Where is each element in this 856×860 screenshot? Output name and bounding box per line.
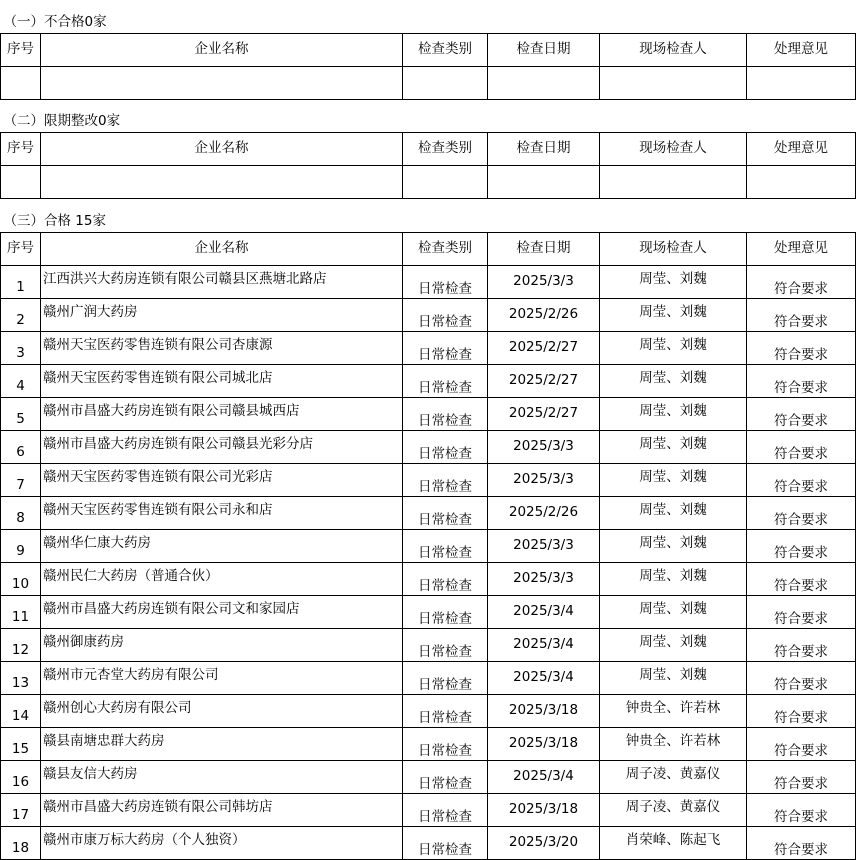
row-serial: 3 bbox=[1, 331, 41, 364]
row-inspector: 周莹、刘魏 bbox=[600, 331, 747, 364]
header-serial: 序号 bbox=[1, 132, 41, 165]
empty-cell bbox=[747, 165, 856, 198]
table-row bbox=[1, 793, 856, 826]
row-serial: 13 bbox=[1, 661, 41, 694]
row-company-name: 赣州市昌盛大药房连锁有限公司文和家园店 bbox=[41, 595, 403, 628]
row-inspector: 钟贵全、许若林 bbox=[600, 694, 747, 727]
row-inspection-date: 2025/2/27 bbox=[488, 364, 600, 397]
row-opinion: 符合要求 bbox=[747, 529, 856, 562]
row-inspector: 周子凌、黄嘉仪 bbox=[600, 760, 747, 793]
row-opinion: 符合要求 bbox=[747, 826, 856, 859]
row-inspection-type: 日常检查 bbox=[403, 265, 488, 298]
table-row bbox=[1, 529, 856, 562]
row-company-name: 赣州市昌盛大药房连锁有限公司赣县城西店 bbox=[41, 397, 403, 430]
row-inspection-date: 2025/3/3 bbox=[488, 463, 600, 496]
section-title: （二）限期整改0家 bbox=[1, 99, 856, 132]
row-company-name: 赣州御康药房 bbox=[41, 628, 403, 661]
row-serial: 17 bbox=[1, 793, 41, 826]
row-inspection-date: 2025/3/4 bbox=[488, 628, 600, 661]
row-company-name: 赣州天宝医药零售连锁有限公司永和店 bbox=[41, 496, 403, 529]
header-inspection-type: 检查类别 bbox=[403, 232, 488, 265]
empty-cell bbox=[488, 66, 600, 99]
empty-row bbox=[1, 66, 856, 99]
empty-cell bbox=[403, 165, 488, 198]
row-inspection-type: 日常检查 bbox=[403, 628, 488, 661]
row-opinion: 符合要求 bbox=[747, 760, 856, 793]
row-inspection-date: 2025/3/3 bbox=[488, 562, 600, 595]
row-inspection-type: 日常检查 bbox=[403, 397, 488, 430]
row-inspector: 周莹、刘魏 bbox=[600, 628, 747, 661]
table-header-row bbox=[1, 232, 856, 265]
row-inspection-date: 2025/3/20 bbox=[488, 826, 600, 859]
row-company-name: 赣州市昌盛大药房连锁有限公司赣县光彩分店 bbox=[41, 430, 403, 463]
row-inspection-date: 2025/3/18 bbox=[488, 727, 600, 760]
row-opinion: 符合要求 bbox=[747, 298, 856, 331]
empty-cell bbox=[600, 66, 747, 99]
row-inspector: 周莹、刘魏 bbox=[600, 562, 747, 595]
table-row bbox=[1, 265, 856, 298]
row-serial: 14 bbox=[1, 694, 41, 727]
row-inspection-type: 日常检查 bbox=[403, 793, 488, 826]
header-company-name: 企业名称 bbox=[41, 232, 403, 265]
row-inspector: 周莹、刘魏 bbox=[600, 661, 747, 694]
row-inspection-type: 日常检查 bbox=[403, 496, 488, 529]
header-inspection-date: 检查日期 bbox=[488, 232, 600, 265]
table-row bbox=[1, 628, 856, 661]
row-opinion: 符合要求 bbox=[747, 463, 856, 496]
row-serial: 5 bbox=[1, 397, 41, 430]
row-serial: 9 bbox=[1, 529, 41, 562]
section-title-row bbox=[1, 99, 856, 132]
empty-cell bbox=[403, 66, 488, 99]
row-inspector: 周莹、刘魏 bbox=[600, 496, 747, 529]
table-row bbox=[1, 298, 856, 331]
row-inspection-type: 日常检查 bbox=[403, 298, 488, 331]
row-opinion: 符合要求 bbox=[747, 430, 856, 463]
empty-cell bbox=[1, 66, 41, 99]
empty-cell bbox=[41, 66, 403, 99]
table-row bbox=[1, 727, 856, 760]
row-serial: 8 bbox=[1, 496, 41, 529]
row-inspection-type: 日常检查 bbox=[403, 364, 488, 397]
row-opinion: 符合要求 bbox=[747, 562, 856, 595]
empty-row bbox=[1, 165, 856, 198]
row-inspector: 周莹、刘魏 bbox=[600, 397, 747, 430]
header-serial: 序号 bbox=[1, 232, 41, 265]
table-row bbox=[1, 694, 856, 727]
row-inspection-date: 2025/3/3 bbox=[488, 430, 600, 463]
section-title-row bbox=[1, 198, 856, 232]
header-company-name: 企业名称 bbox=[41, 132, 403, 165]
row-serial: 11 bbox=[1, 595, 41, 628]
row-inspection-date: 2025/2/26 bbox=[488, 298, 600, 331]
table-header-row bbox=[1, 33, 856, 66]
row-opinion: 符合要求 bbox=[747, 661, 856, 694]
row-inspection-type: 日常检查 bbox=[403, 529, 488, 562]
row-serial: 6 bbox=[1, 430, 41, 463]
table-row bbox=[1, 496, 856, 529]
table-row bbox=[1, 760, 856, 793]
row-opinion: 符合要求 bbox=[747, 793, 856, 826]
row-inspector: 周莹、刘魏 bbox=[600, 364, 747, 397]
row-inspection-date: 2025/3/18 bbox=[488, 793, 600, 826]
table-row bbox=[1, 397, 856, 430]
row-inspector: 周莹、刘魏 bbox=[600, 529, 747, 562]
header-opinion: 处理意见 bbox=[747, 33, 856, 66]
header-inspection-type: 检查类别 bbox=[403, 33, 488, 66]
row-inspection-date: 2025/3/3 bbox=[488, 529, 600, 562]
row-inspector: 肖荣峰、陈起飞 bbox=[600, 826, 747, 859]
row-company-name: 赣县南塘忠群大药房 bbox=[41, 727, 403, 760]
row-opinion: 符合要求 bbox=[747, 595, 856, 628]
row-company-name: 赣州天宝医药零售连锁有限公司光彩店 bbox=[41, 463, 403, 496]
row-inspection-type: 日常检查 bbox=[403, 661, 488, 694]
header-inspector: 现场检查人 bbox=[600, 33, 747, 66]
row-serial: 12 bbox=[1, 628, 41, 661]
row-inspection-date: 2025/3/4 bbox=[488, 661, 600, 694]
header-inspection-date: 检查日期 bbox=[488, 33, 600, 66]
row-serial: 2 bbox=[1, 298, 41, 331]
empty-cell bbox=[488, 165, 600, 198]
table-row bbox=[1, 661, 856, 694]
row-inspection-type: 日常检查 bbox=[403, 727, 488, 760]
row-inspector: 周子凌、黄嘉仪 bbox=[600, 793, 747, 826]
empty-cell bbox=[600, 165, 747, 198]
table-row bbox=[1, 331, 856, 364]
row-inspection-date: 2025/3/3 bbox=[488, 265, 600, 298]
row-company-name: 赣州创心大药房有限公司 bbox=[41, 694, 403, 727]
table-row bbox=[1, 463, 856, 496]
row-opinion: 符合要求 bbox=[747, 265, 856, 298]
row-serial: 4 bbox=[1, 364, 41, 397]
header-company-name: 企业名称 bbox=[41, 33, 403, 66]
row-serial: 1 bbox=[1, 265, 41, 298]
header-inspection-date: 检查日期 bbox=[488, 132, 600, 165]
row-opinion: 符合要求 bbox=[747, 364, 856, 397]
row-opinion: 符合要求 bbox=[747, 628, 856, 661]
row-serial: 18 bbox=[1, 826, 41, 859]
section-title-row bbox=[1, 0, 856, 33]
row-inspector: 周莹、刘魏 bbox=[600, 463, 747, 496]
section-title: （一）不合格0家 bbox=[1, 0, 856, 33]
section-title: （三）合格 15家 bbox=[1, 198, 856, 232]
row-inspection-type: 日常检查 bbox=[403, 595, 488, 628]
row-inspector: 周莹、刘魏 bbox=[600, 430, 747, 463]
row-inspection-type: 日常检查 bbox=[403, 430, 488, 463]
row-opinion: 符合要求 bbox=[747, 397, 856, 430]
row-inspection-date: 2025/3/18 bbox=[488, 694, 600, 727]
row-inspection-type: 日常检查 bbox=[403, 463, 488, 496]
row-inspector: 周莹、刘魏 bbox=[600, 265, 747, 298]
row-serial: 7 bbox=[1, 463, 41, 496]
row-serial: 16 bbox=[1, 760, 41, 793]
row-inspection-date: 2025/3/4 bbox=[488, 595, 600, 628]
row-inspector: 周莹、刘魏 bbox=[600, 298, 747, 331]
row-inspection-date: 2025/2/27 bbox=[488, 331, 600, 364]
table-row bbox=[1, 562, 856, 595]
header-opinion: 处理意见 bbox=[747, 132, 856, 165]
header-inspection-type: 检查类别 bbox=[403, 132, 488, 165]
row-opinion: 符合要求 bbox=[747, 727, 856, 760]
table-row bbox=[1, 364, 856, 397]
row-company-name: 赣州市康万标大药房（个人独资） bbox=[41, 826, 403, 859]
row-company-name: 赣州民仁大药房（普通合伙） bbox=[41, 562, 403, 595]
row-inspection-type: 日常检查 bbox=[403, 826, 488, 859]
table-row bbox=[1, 595, 856, 628]
row-company-name: 赣州市昌盛大药房连锁有限公司韩坊店 bbox=[41, 793, 403, 826]
header-inspector: 现场检查人 bbox=[600, 232, 747, 265]
header-inspector: 现场检查人 bbox=[600, 132, 747, 165]
empty-cell bbox=[41, 165, 403, 198]
row-opinion: 符合要求 bbox=[747, 496, 856, 529]
row-inspection-type: 日常检查 bbox=[403, 562, 488, 595]
header-opinion: 处理意见 bbox=[747, 232, 856, 265]
header-serial: 序号 bbox=[1, 33, 41, 66]
empty-cell bbox=[747, 66, 856, 99]
empty-cell bbox=[1, 165, 41, 198]
row-serial: 15 bbox=[1, 727, 41, 760]
row-company-name: 赣州华仁康大药房 bbox=[41, 529, 403, 562]
row-inspection-type: 日常检查 bbox=[403, 694, 488, 727]
table-row bbox=[1, 430, 856, 463]
table-row bbox=[1, 826, 856, 859]
row-company-name: 赣州天宝医药零售连锁有限公司杏康源 bbox=[41, 331, 403, 364]
row-company-name: 赣州市元杏堂大药房有限公司 bbox=[41, 661, 403, 694]
row-opinion: 符合要求 bbox=[747, 331, 856, 364]
row-inspector: 钟贵全、许若林 bbox=[600, 727, 747, 760]
row-opinion: 符合要求 bbox=[747, 694, 856, 727]
row-inspection-date: 2025/3/4 bbox=[488, 760, 600, 793]
table-header-row bbox=[1, 132, 856, 165]
row-inspection-type: 日常检查 bbox=[403, 760, 488, 793]
row-company-name: 赣县友信大药房 bbox=[41, 760, 403, 793]
row-inspector: 周莹、刘魏 bbox=[600, 595, 747, 628]
row-company-name: 赣州天宝医药零售连锁有限公司城北店 bbox=[41, 364, 403, 397]
row-serial: 10 bbox=[1, 562, 41, 595]
row-inspection-date: 2025/2/27 bbox=[488, 397, 600, 430]
row-company-name: 江西洪兴大药房连锁有限公司赣县区燕塘北路店 bbox=[41, 265, 403, 298]
row-company-name: 赣州广润大药房 bbox=[41, 298, 403, 331]
row-inspection-type: 日常检查 bbox=[403, 331, 488, 364]
row-inspection-date: 2025/2/26 bbox=[488, 496, 600, 529]
